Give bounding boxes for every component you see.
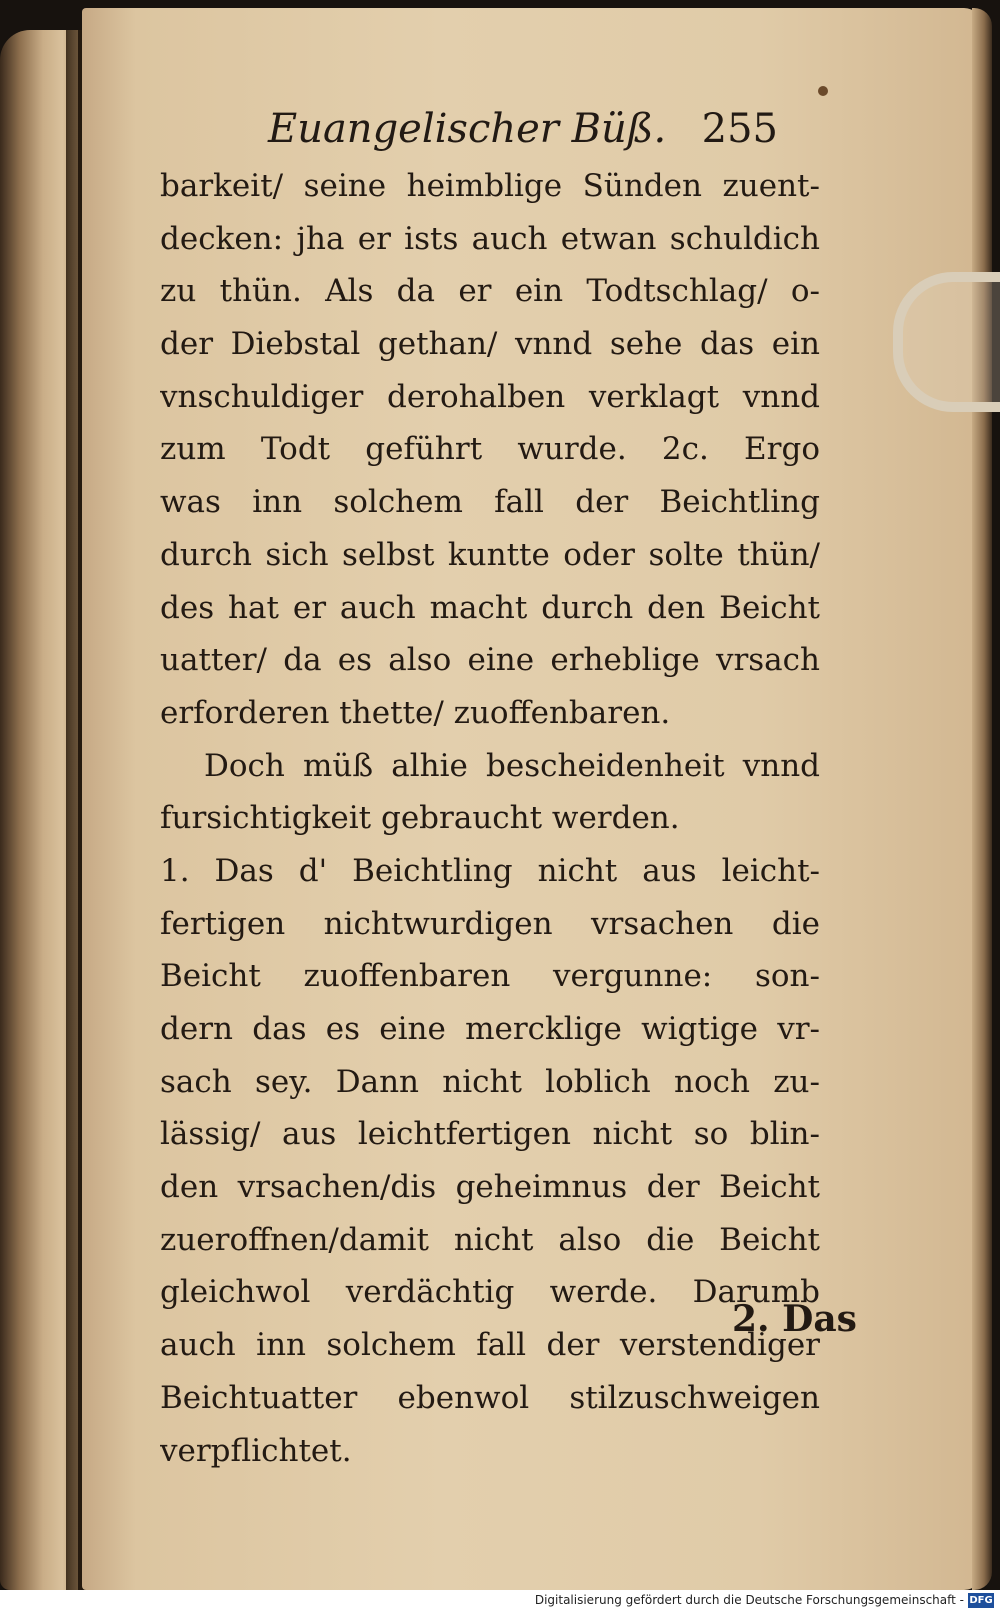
dfg-logo: DFG <box>969 1595 993 1606</box>
text-line: Beicht zuoffenbaren vergunne: son- <box>160 958 820 995</box>
book-page <box>82 8 982 1590</box>
text-line: dern das es eine mercklige wigtige vr- <box>160 1011 820 1047</box>
footer-bar <box>0 1590 1000 1612</box>
text-line: des hat er auch macht durch den Beicht <box>160 589 820 626</box>
page-edge <box>972 8 992 1590</box>
text-line: erforderen thette/ zuoffenbaren. <box>160 694 671 731</box>
text-line: sach sey. Dann nicht loblich noch zu- <box>160 1063 820 1100</box>
text-line: vnschuldiger derohalben verklagt vnnd <box>160 378 820 415</box>
text-line: zueroffnen/damit nicht also die Beicht <box>160 1221 820 1258</box>
text-line: uatter/ da es also eine erheblige vrsach <box>160 642 820 679</box>
page-clip <box>893 272 1000 412</box>
text-line: zu thün. Als da er ein Todtschlag/ o- <box>160 273 820 310</box>
text-line: decken: jha er ists auch etwan schuldich <box>160 220 820 257</box>
text-line: gleichwol verdächtig werde. Darumb <box>160 1274 820 1311</box>
body-text <box>160 160 820 1477</box>
text-line: den vrsachen/dis geheimnus der Beicht <box>160 1169 820 1206</box>
digitization-credit: Digitalisierung gefördert durch die Deutsche Forschungsgemeinschaft - <box>534 1593 964 1607</box>
text-line: Doch müß alhie bescheidenheit vnnd <box>204 747 820 784</box>
text-line: verpflichtet. <box>160 1432 352 1469</box>
text-line: lässig/ aus leichtfertigen nicht so blin- <box>160 1116 820 1153</box>
text-line: fertigen nichtwurdigen vrsachen die <box>160 905 820 942</box>
text-line: durch sich selbst kuntte oder solte thün/ <box>160 536 820 573</box>
text-line: 1. Das d' Beichtling nicht aus leicht- <box>160 852 820 889</box>
page-number: 255 <box>701 106 778 152</box>
text-line: fursichtigkeit gebraucht werden. <box>160 800 680 837</box>
text-line: der Diebstal gethan/ vnnd sehe das ein <box>160 326 820 363</box>
running-head: Euangelischer Büß. <box>268 106 667 152</box>
catchword: 2. Das <box>732 1298 857 1340</box>
text-line: auch inn solchem fall der verstendiger <box>160 1327 820 1364</box>
text-line: was inn solchem fall der Beichtling <box>160 484 820 521</box>
text-line: Beichtuatter ebenwol stilzuschweigen <box>160 1379 820 1416</box>
text-line: zum Todt geführt wurde. 2c. Ergo <box>160 431 820 468</box>
page-header <box>268 106 828 156</box>
text-line: barkeit/ seine heimblige Sünden zuent- <box>160 168 820 204</box>
ink-stain <box>818 86 828 96</box>
